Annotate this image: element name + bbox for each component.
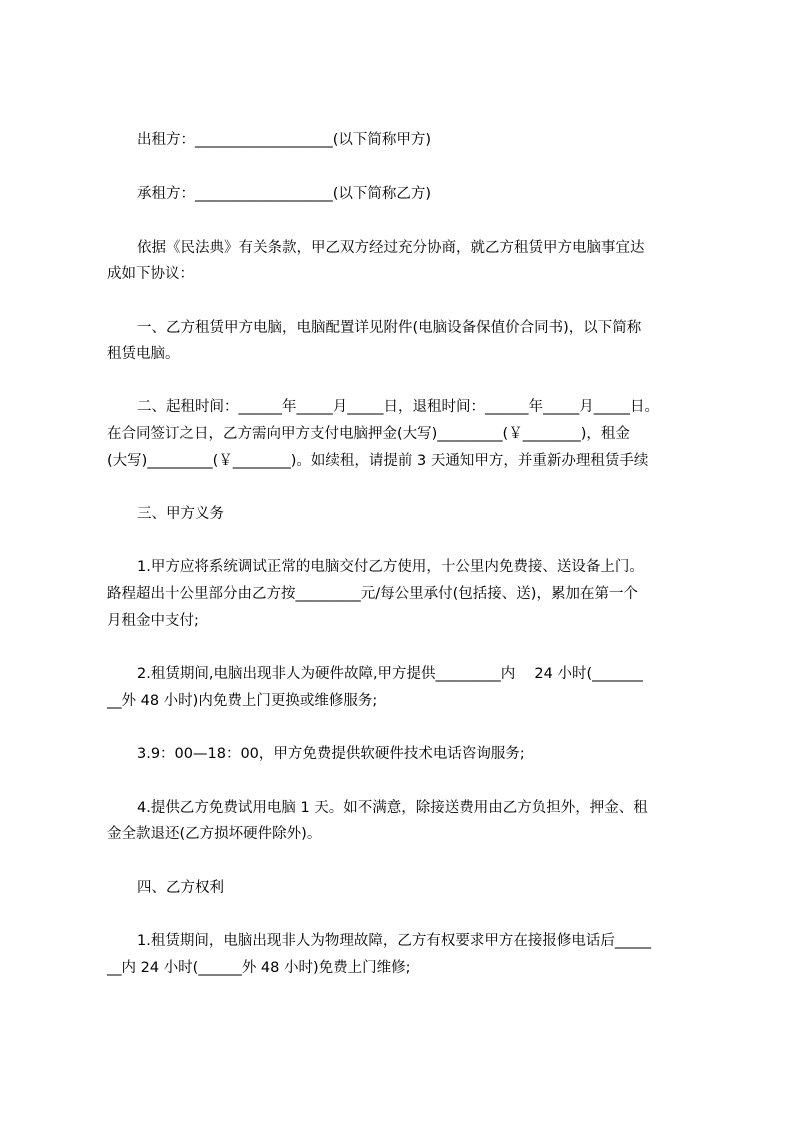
clause2-line-3: (大写)_________(￥________)。如续租，请提前 3 天通知甲方，并重新办理租赁手续 bbox=[107, 453, 649, 469]
clause2-line-1: 二、起租时间：______年_____月_____日，退租时间：______年_____月_____日。 bbox=[137, 399, 659, 415]
clause1-line-2: 租赁电脑。 bbox=[107, 346, 180, 362]
clause1-line-1: 一、乙方租赁甲方电脑，电脑配置详见附件(电脑设备保值价合同书)，以下简称 bbox=[137, 320, 642, 336]
clause2-line-2: 在合同签订之日，乙方需向甲方支付电脑押金(大写)_________(￥________)，租金 bbox=[107, 426, 630, 442]
s3-item4-line-2: 金全款退还(乙方损坏硬件除外)。 bbox=[107, 826, 322, 842]
s3-item2-line-1: 2.租赁期间,电脑出现非人为硬件故障,甲方提供_________内 24 小时(_______ bbox=[137, 666, 643, 682]
intro-line-1: 依据《民法典》有关条款，甲乙双方经过充分协商，就乙方租赁甲方电脑事宜达 bbox=[137, 240, 645, 256]
s3-item1-line-2: 路程超出十公里部分由乙方按_________元/每公里承付(包括接、送)，累加在第一个 bbox=[107, 586, 638, 602]
intro-line-2: 成如下协议： bbox=[107, 266, 194, 282]
s3-item1-line-3: 月租金中支付; bbox=[107, 613, 199, 629]
s3-item4-line-1: 4.提供乙方免费试用电脑 1 天。如不满意，除接送费用由乙方负担外，押金、租 bbox=[137, 800, 648, 816]
s3-item3-line: 3.9：00—18：00，甲方免费提供软硬件技术电话咨询服务; bbox=[137, 746, 525, 762]
s4-item1-line-2: __内 24 小时(______外 48 小时)免费上门维修; bbox=[107, 960, 411, 976]
s4-item1-line-1: 1.租赁期间，电脑出现非人为物理故障，乙方有权要求甲方在接报修电话后_____ bbox=[137, 933, 652, 949]
s3-item2-line-2: __外 48 小时)内免费上门更换或维修服务; bbox=[107, 693, 378, 709]
s3-item1-line-1: 1.甲方应将系统调试正常的电脑交付乙方使用，十公里内免费接、送设备上门。 bbox=[137, 559, 644, 575]
lessor-line: 出租方：___________________(以下简称甲方) bbox=[137, 132, 432, 148]
lessee-line: 承租方：___________________(以下简称乙方) bbox=[137, 186, 432, 202]
section3-title: 三、甲方义务 bbox=[137, 506, 224, 522]
section4-title: 四、乙方权利 bbox=[137, 880, 224, 896]
